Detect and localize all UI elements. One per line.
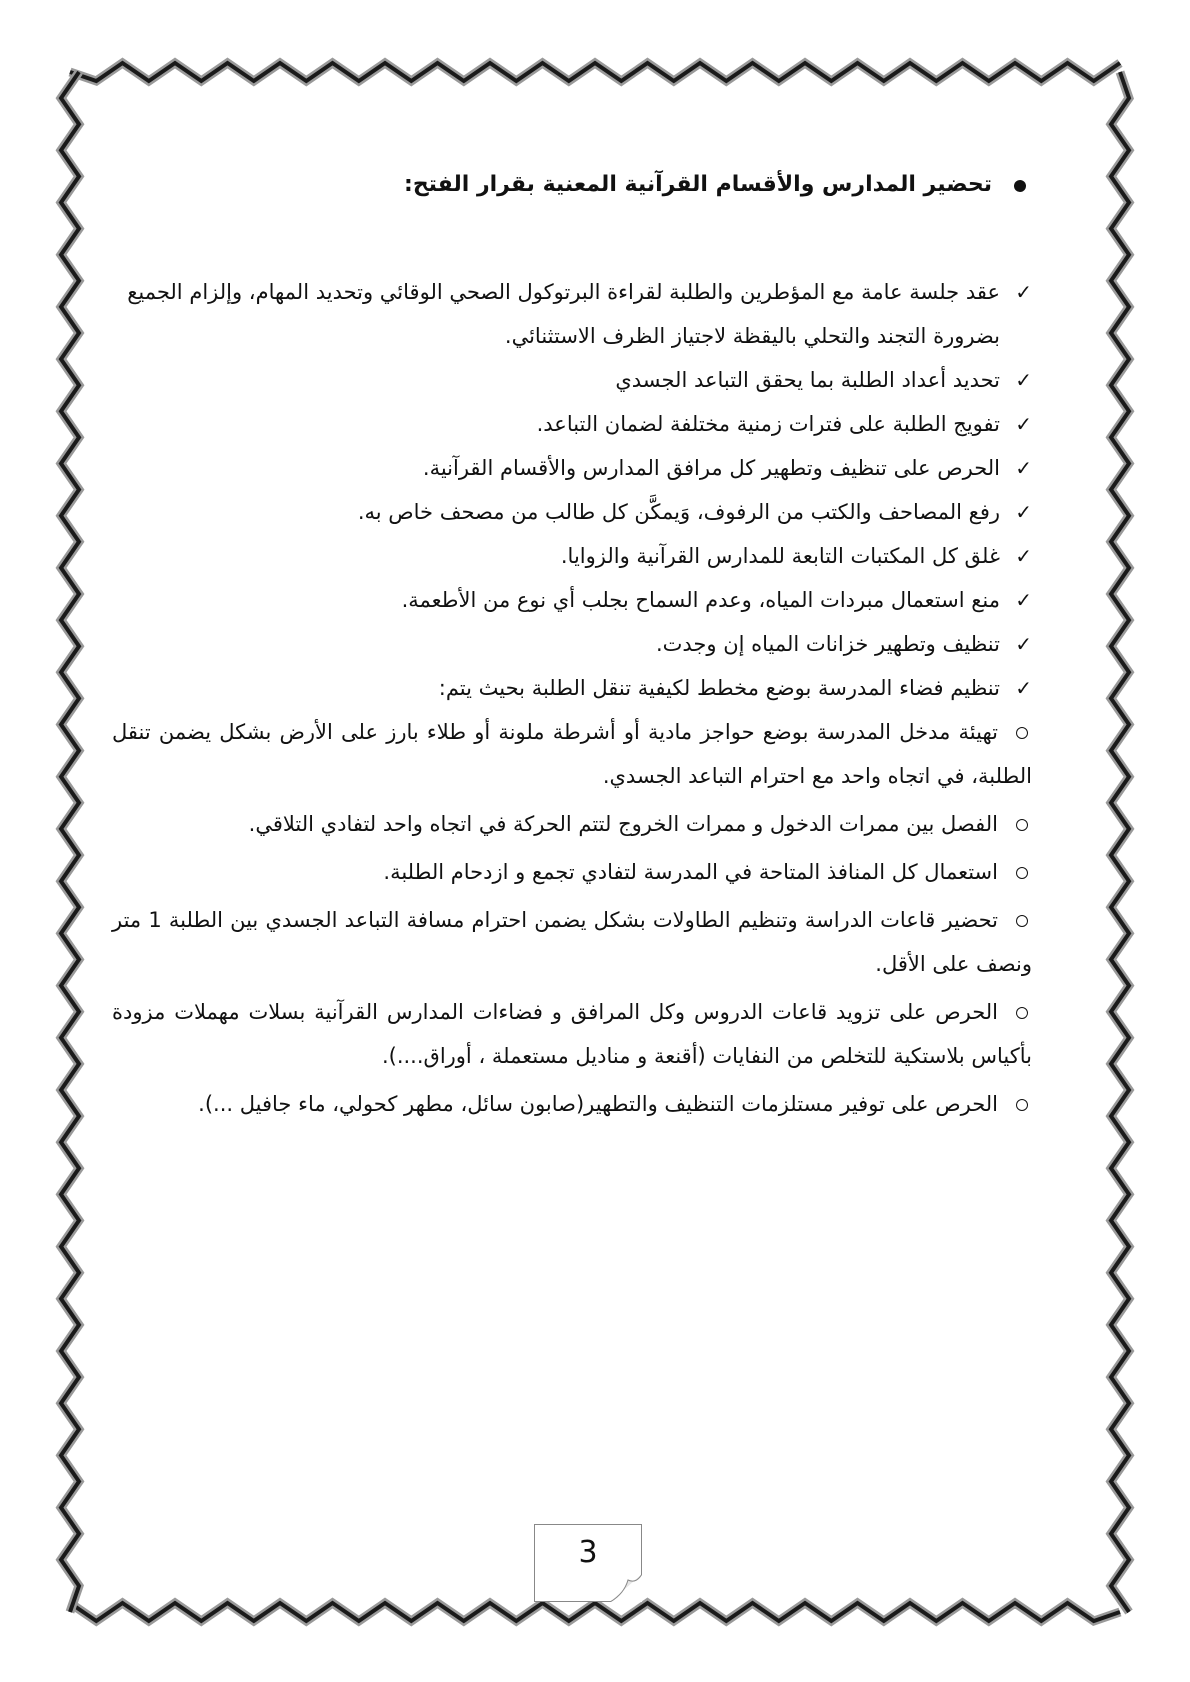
checkmark-icon: ✓ [1015, 632, 1032, 656]
page-number-box [534, 1524, 642, 1602]
checklist-item [112, 490, 1032, 534]
checklist-item-text: تنظيف وتطهير خزانات المياه إن وجدت. [655, 632, 1000, 656]
sub-list-item-text: الحرص على توفير مستلزمات التنظيف والتطهير(صابون سائل، مطهر كحولي، ماء جافيل ...). [198, 1092, 998, 1116]
checkmark-icon: ✓ [1015, 588, 1032, 612]
sub-list-item [112, 802, 1032, 846]
sub-list-item-text: تهيئة مدخل المدرسة بوضع حواجز مادية أو أشرطة ملونة أو طلاء بارز على الأرض بشكل يضمن تنقل الطلبة، في اتجاه واحد مع احترام التباعد الجسدي. [112, 720, 1032, 788]
checkmark-icon: ✓ [1015, 412, 1032, 436]
page-curl-icon [610, 1574, 642, 1602]
sub-item-list [112, 710, 1032, 1126]
sub-list-item [112, 1082, 1032, 1126]
checklist-item [112, 622, 1032, 666]
page-number: 3 [578, 1535, 598, 1570]
checklist-item-text: عقد جلسة عامة مع المؤطرين والطلبة لقراءة البرتوكول الصحي الوقائي وتحديد المهام، وإلزام الجميع بضرورة التجند والتحلي باليقظة لاجتياز الظرف الاستثنائي. [127, 280, 1000, 348]
checklist-item-text: تنظيم فضاء المدرسة بوضع مخطط لكيفية تنقل الطلبة بحيث يتم: [438, 676, 1000, 700]
checkmark-icon: ✓ [1015, 456, 1032, 480]
circle-bullet-icon [1016, 727, 1028, 739]
circle-bullet-icon [1016, 867, 1028, 879]
sub-list-item-text: الفصل بين ممرات الدخول و ممرات الخروج لتتم الحركة في اتجاه واحد لتفادي التلاقي. [248, 812, 998, 836]
checkmark-icon: ✓ [1015, 368, 1032, 392]
checklist [112, 270, 1032, 710]
checklist-item [112, 402, 1032, 446]
checkmark-icon: ✓ [1015, 280, 1032, 304]
checklist-item-text: تفويج الطلبة على فترات زمنية مختلفة لضمان التباعد. [536, 412, 1000, 436]
checklist-item [112, 578, 1032, 622]
checklist-item-text: تحديد أعداد الطلبة بما يحقق التباعد الجسدي [615, 368, 1000, 392]
checkmark-icon: ✓ [1015, 676, 1032, 700]
checklist-item-text: منع استعمال مبردات المياه، وعدم السماح بجلب أي نوع من الأطعمة. [401, 588, 1000, 612]
sub-list-item-text: تحضير قاعات الدراسة وتنظيم الطاولات بشكل يضمن احترام مسافة التباعد الجسدي بين الطلبة 1 متر ونصف على الأقل. [112, 908, 1032, 976]
checklist-item [112, 534, 1032, 578]
sub-list-item [112, 710, 1032, 798]
sub-list-item-text: استعمال كل المنافذ المتاحة في المدرسة لتفادي تجمع و ازدحام الطلبة. [383, 860, 998, 884]
circle-bullet-icon [1016, 819, 1028, 831]
checklist-item [112, 358, 1032, 402]
bullet-dot-icon [1014, 180, 1026, 192]
sub-list-item [112, 850, 1032, 894]
sub-list-item-text: الحرص على تزويد قاعات الدروس وكل المرافق و فضاءات المدارس القرآنية بسلات مهملات مزودة بأكياس بلاستكية للتخلص من النفايات (أقنعة و مناديل مستعملة ، أوراق....). [112, 1000, 1032, 1068]
checkmark-icon: ✓ [1015, 544, 1032, 568]
checklist-item [112, 270, 1032, 358]
circle-bullet-icon [1016, 1099, 1028, 1111]
checklist-item-text: غلق كل المكتبات التابعة للمدارس القرآنية والزوايا. [560, 544, 1000, 568]
sub-list-item [112, 898, 1032, 986]
section-heading: تحضير المدارس والأقسام القرآنية المعنية بقرار الفتح: [112, 160, 1032, 210]
checklist-item-text: الحرص على تنظيف وتطهير كل مرافق المدارس والأقسام القرآنية. [422, 456, 1000, 480]
circle-bullet-icon [1016, 915, 1028, 927]
checkmark-icon: ✓ [1015, 500, 1032, 524]
checklist-item-text: رفع المصاحف والكتب من الرفوف، وَيمكَّن كل طالب من مصحف خاص به. [357, 500, 1000, 524]
checklist-item [112, 666, 1032, 710]
document-body [112, 150, 1032, 1130]
circle-bullet-icon [1016, 1007, 1028, 1019]
sub-list-item [112, 990, 1032, 1078]
checklist-item [112, 446, 1032, 490]
